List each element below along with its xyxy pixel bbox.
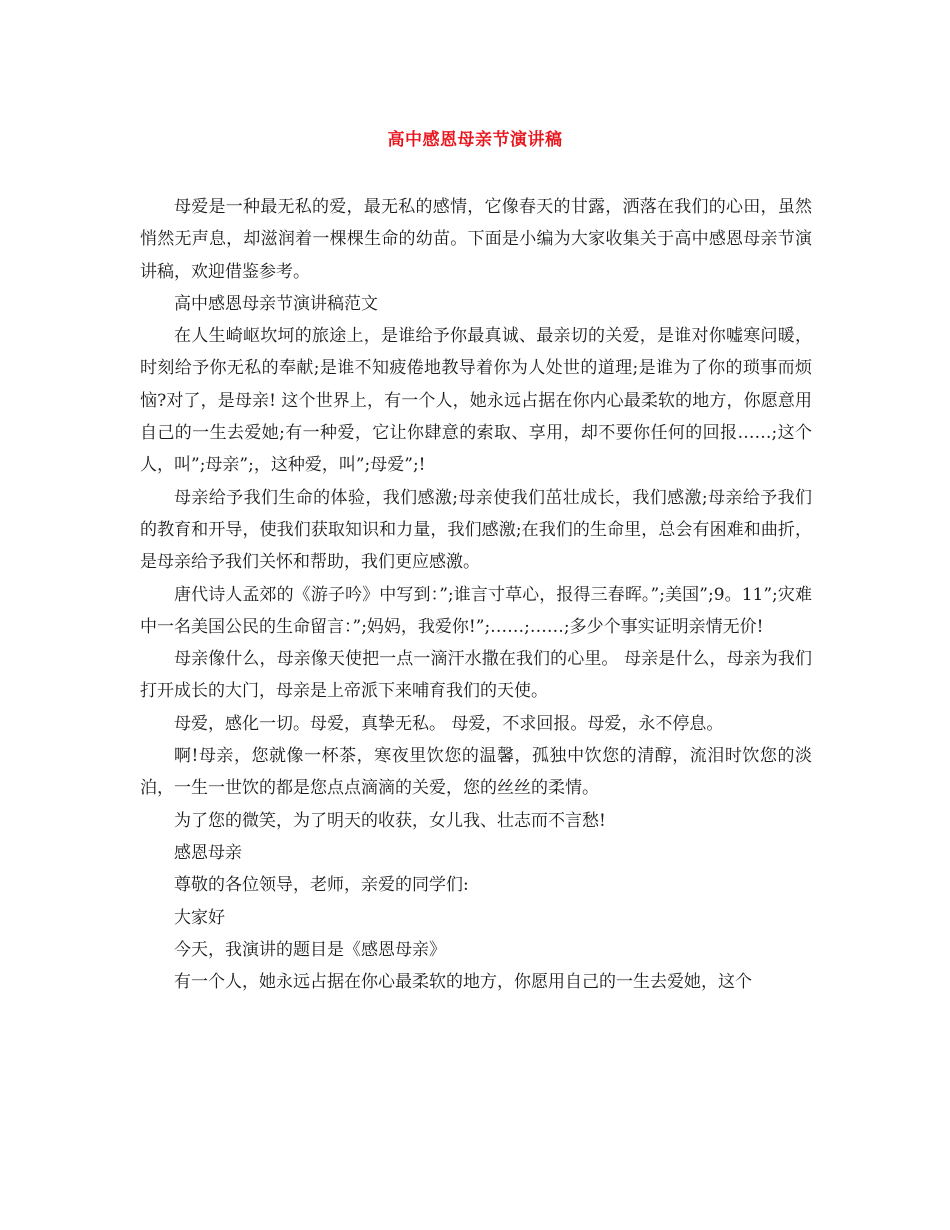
paragraph: 有一个人，她永远占据在你心最柔软的地方，你愿用自己的一生去爱她，这个 bbox=[174, 972, 752, 993]
paragraph: 高中感恩母亲节演讲稿范文 bbox=[174, 293, 378, 314]
paragraph: 在人生崎岖坎坷的旅途上，是谁给予你最真诚、最亲切的关爱，是谁对你嘘寒问暖，时刻给予你无私的奉献;是谁不知疲倦地教导着你为人处世的道理;是谁为了你的琐事而烦恼?对了，是母亲! 这个世界上，有一个人，她永远占据在你内心最柔软的地方，你愿意用自己的一生去爱她;有一种爱，它让你肆意的索取、享用，却不要你任何的回报……;这个人，叫”;母亲”;，这种爱，叫”;母爱”;! bbox=[140, 326, 812, 476]
paragraph: 母爱是一种最无私的爱，最无私的感情，它像春天的甘露，洒落在我们的心田，虽然悄然无声息，却滋润着一棵棵生命的幼苗。下面是小编为大家收集关于高中感恩母亲节演讲稿，欢迎借鉴参考。 bbox=[140, 197, 812, 282]
paragraph: 母爱，感化一切。母爱，真挚无私。 母爱，不求回报。母爱，永不停息。 bbox=[174, 713, 724, 734]
paragraph: 今天，我演讲的题目是《感恩母亲》 bbox=[174, 939, 446, 960]
paragraph: 母亲像什么，母亲像天使把一点一滴汗水撒在我们的心里。 母亲是什么，母亲为我们打开成长的大门，母亲是上帝派下来哺育我们的天使。 bbox=[140, 649, 812, 702]
paragraph: 大家好 bbox=[174, 907, 225, 928]
paragraph: 母亲给予我们生命的体验，我们感激;母亲使我们茁壮成长，我们感激;母亲给予我们的教育和开导，使我们获取知识和力量，我们感激;在我们的生命里，总会有困难和曲折，是母亲给予我们关怀和帮助，我们更应感激。 bbox=[140, 487, 812, 573]
paragraph: 为了您的微笑，为了明天的收获，女儿我、壮志而不言愁! bbox=[174, 810, 606, 831]
document-body bbox=[140, 191, 812, 998]
paragraph: 啊!母亲，您就像一杯茶，寒夜里饮您的温馨，孤独中饮您的清醇，流泪时饮您的淡泊，一生一世饮的都是您点点滴滴的关爱，您的丝丝的柔情。 bbox=[140, 746, 812, 799]
document-title: 高中感恩母亲节演讲稿 bbox=[387, 130, 563, 150]
paragraph: 尊敬的各位领导，老师，亲爱的同学们: bbox=[174, 875, 469, 896]
paragraph: 感恩母亲 bbox=[174, 842, 242, 863]
paragraph: 唐代诗人孟郊的《游子吟》中写到：”;谁言寸草心，报得三春晖。”;美国”;9。11”;灾难中一名美国公民的生命留言：”;妈妈，我爱你!”;……;……;多少个事实证明亲情无价! bbox=[140, 584, 812, 637]
